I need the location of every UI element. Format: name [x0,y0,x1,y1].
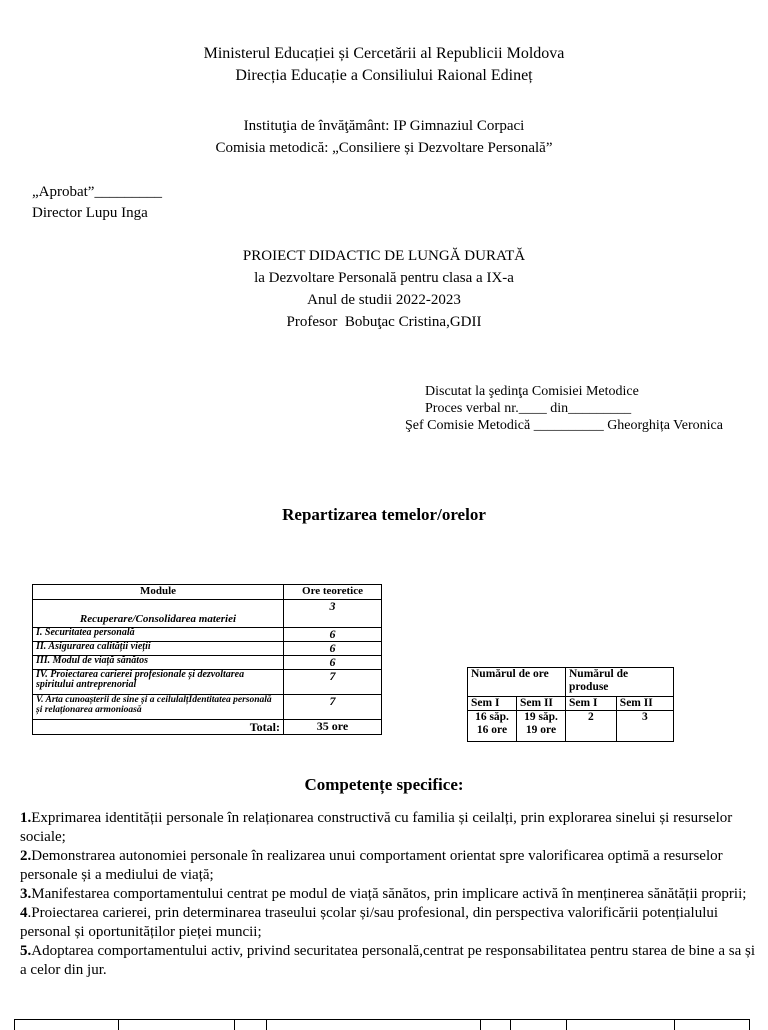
competences-title: Competențe specifice: [304,775,464,794]
commission-line: Comisia metodică: „Consiliere și Dezvoltare Personală” [215,140,553,156]
table-row [33,642,382,656]
project-year: Anul de studii 2022-2023 [307,292,461,308]
sem1-hours-value: 16 săp. 16 ore [468,711,517,742]
module-cell: II. Asigurarea calității vieții [33,642,284,656]
header-products-count: Numărul de produse [566,668,674,697]
module-cell: Recuperare/Consolidarea materiei [33,600,284,628]
competence-text: Adoptarea comportamentului activ, privind securitatea personală,centrat pe responsabilitatea pentru starea de bine a sa și a celor din jur. [20,943,755,978]
header-hours: Ore teoretice [284,585,382,600]
discussion-line-1: Discutat la şedinţa Comisiei Metodice [425,384,639,399]
competence-text: Exprimarea identității personale în relaționarea constructivă cu familia și ceilalți, prin explorarea sinelui și resurselor sociale; [20,810,733,845]
header-hours-count: Numărul de ore [468,668,566,697]
table-row [33,670,382,695]
table-row [33,628,382,642]
director-line: Director Lupu Inga [32,205,148,221]
next-table-edge [14,1019,750,1030]
list-item [20,942,760,980]
hours-cell: 7 [284,670,382,695]
hours-cell: 6 [284,628,382,642]
sem2-label: Sem II [517,697,566,711]
discussion-line-2: Proces verbal nr.____ din_________ [425,401,632,416]
project-subject: la Dezvoltare Personală pentru clasa a IX-a [254,270,514,286]
institution-line: Instituţia de învăţământ: IP Gimnaziul Corpaci [243,118,525,134]
total-label: Total: [33,720,284,735]
competence-number: 2. [20,848,32,864]
table-row [33,695,382,720]
total-value: 35 ore [284,720,382,735]
discussion-line-3: Şef Comisie Metodică __________ Gheorghița Veronica [405,418,723,433]
list-item [20,885,760,904]
modules-table [32,584,382,735]
approved-line: „Aprobat”_________ [32,184,162,200]
module-cell: I. Securitatea personală [33,628,284,642]
sem1-label: Sem I [468,697,517,711]
competence-text: Manifestarea comportamentului centrat pe modul de viață sănătos, prin implicare activă în menținerea sănătății proprii; [31,886,747,902]
sem2-products-label: Sem II [616,697,673,711]
module-cell: IV. Proiectarea carierei profesionale și dezvoltarea spiritului antreprenorial [33,670,284,695]
list-item [20,904,760,942]
header-module: Module [33,585,284,600]
table-header-row [468,668,674,697]
project-teacher: Profesor Bobuţac Cristina,GDII [286,314,482,330]
table-header-row [33,585,382,600]
list-item [20,847,760,885]
competence-number: 5. [20,943,32,959]
module-cell: III. Modul de viață sănătos [33,656,284,670]
sem1-products-label: Sem I [566,697,617,711]
module-cell: V. Arta cunoașterii de sine și a ceilulalțIdentitatea personală și relaționarea armonioasă [33,695,284,720]
competence-number: 3. [20,886,32,902]
table-total-row [33,720,382,735]
sem2-hours-value: 19 săp. 19 ore [517,711,566,742]
table-row [33,656,382,670]
section-title: Repartizarea temelor/orelor [282,505,486,524]
list-item [20,809,760,847]
competence-number: 1. [20,810,32,826]
table-row [468,697,674,711]
competence-list [20,809,760,980]
directorate-title: Direcția Educație a Consiliului Raional Edineț [235,67,533,84]
sem1-products-value: 2 [566,711,617,742]
hours-cell: 6 [284,656,382,670]
hours-cell: 3 [284,600,382,628]
hours-table [467,667,674,742]
ministry-title: Ministerul Educației și Cercetării al Republicii Moldova [203,45,565,62]
project-title: PROIECT DIDACTIC DE LUNGĂ DURATĂ [242,248,526,264]
competence-number: 4 [20,905,28,921]
competence-text: .Proiectarea carierei, prin determinarea traseului școlar și/sau profesional, din perspectiva valorificării potențialului personal și oportunităților pieței muncii; [20,905,719,940]
table-row [33,600,382,628]
sem2-products-value: 3 [616,711,673,742]
competence-text: Demonstrarea autonomiei personale în realizarea unui comportament orientat spre valorificarea optimă a resurselor personale și a mediului de viață; [20,848,723,883]
table-row [468,711,674,742]
hours-cell: 6 [284,642,382,656]
hours-cell: 7 [284,695,382,720]
